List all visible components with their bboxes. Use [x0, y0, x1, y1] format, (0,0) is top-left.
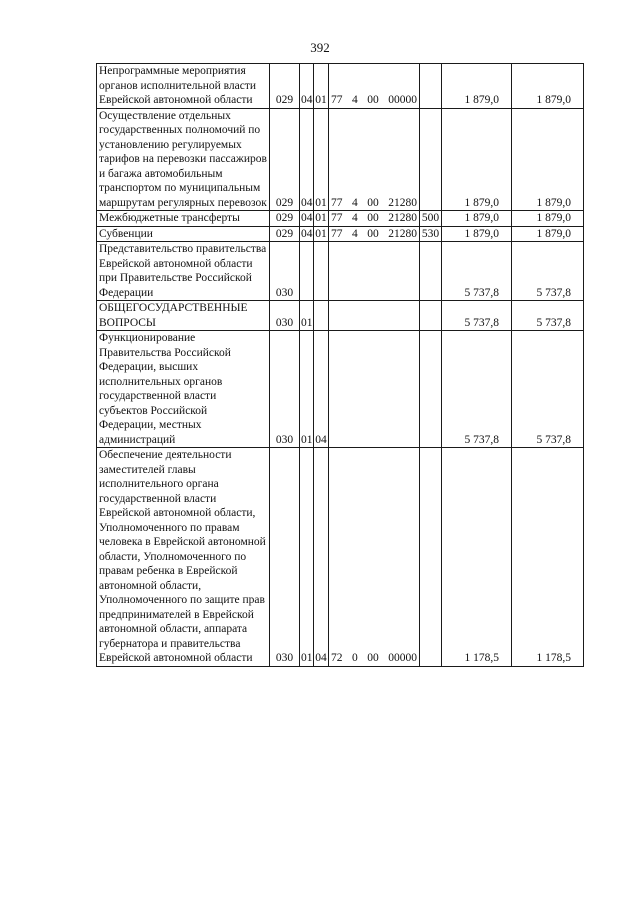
csr-cell: [329, 108, 420, 211]
name-cell: Непрограммные мероприятия органов исполнительной власти Еврейской автономной области: [97, 64, 270, 109]
ved-cell: 030: [270, 242, 300, 301]
ved-cell: 029: [270, 108, 300, 211]
rz-cell: 01: [300, 448, 314, 667]
csr-part: 4: [352, 196, 358, 209]
pr-cell: 01: [315, 227, 327, 240]
sum-2021-cell: 5 737,8: [442, 331, 512, 448]
table-row: [97, 64, 584, 109]
name-cell: Субвенции: [97, 226, 270, 242]
csr-part: 00: [367, 227, 379, 240]
ved-cell: 029: [270, 226, 300, 242]
sum-2021-cell: 5 737,8: [442, 301, 512, 331]
sum-2021-cell: 1 879,0: [442, 64, 512, 109]
sum-2022-cell: 1 879,0: [512, 226, 584, 242]
csr-part: 77: [331, 227, 343, 240]
pr-cell: [314, 242, 329, 301]
csr-cell: [329, 242, 420, 301]
name-cell: Представительство правительства Еврейской автономной области при Правительстве Российской Федерации: [97, 242, 270, 301]
sum-2022-cell: 1 879,0: [512, 108, 584, 211]
vr-cell: [420, 64, 442, 109]
ved-cell: 030: [270, 448, 300, 667]
csr-part: 77: [331, 196, 343, 209]
csr-part: 00000: [388, 94, 417, 106]
name-cell: Обеспечение деятельности заместителей главы исполнительного органа государственной власти Еврейской автономной области, Уполномоченного по правам человека в Еврейской автономной области, Уполномоченного по правам ребенка в Еврейской автономной области, Уполномоченного по защите прав предпринимателей в Еврейской автономной области, аппарата губернатора и правительства Еврейской автономной области: [97, 448, 270, 667]
sum-2021-cell: 1 178,5: [442, 448, 512, 667]
name-cell: ОБЩЕГОСУДАРСТВЕННЫЕ ВОПРОСЫ: [97, 301, 270, 331]
csr-part: 00: [367, 94, 379, 106]
budget-table-body: [97, 64, 584, 667]
csr-part: 4: [352, 227, 358, 240]
csr-cell: [329, 211, 420, 227]
sum-2022-cell: 5 737,8: [512, 301, 584, 331]
sum-2022-cell: 5 737,8: [512, 242, 584, 301]
table-row: [97, 242, 584, 301]
rz-cell: 04: [300, 108, 314, 211]
csr-cell: [329, 331, 420, 448]
table-row: [97, 108, 584, 211]
table-row: [97, 331, 584, 448]
rz-cell: [300, 242, 314, 301]
sum-2021-cell: 1 879,0: [442, 108, 512, 211]
csr-part: 00: [367, 196, 379, 209]
sum-2022-cell: 1 879,0: [512, 64, 584, 109]
vr-cell: 500: [420, 211, 442, 227]
rz-cell: 04: [301, 227, 313, 240]
ved-cell: 030: [270, 301, 300, 331]
vr-cell: [420, 108, 442, 211]
rz-cell: 01: [300, 301, 314, 331]
name-cell: Осуществление отдельных государственных полномочий по установлению регулируемых тарифов на перевозки пассажиров и багажа автомобильным транспортом по муниципальным маршрутам регулярных перевозок: [97, 108, 270, 211]
sum-2022-cell: 5 737,8: [512, 331, 584, 448]
sum-2021-cell: 1 879,0: [442, 211, 512, 227]
ved-cell: 029: [270, 64, 300, 109]
table-row: [97, 301, 584, 331]
csr-part: 21280: [388, 212, 417, 224]
csr-part: 21280: [388, 196, 417, 209]
rz-cell: 01: [300, 331, 314, 448]
sum-2021-cell: 5 737,8: [442, 242, 512, 301]
ved-cell: 030: [270, 331, 300, 448]
table-row: [97, 448, 584, 667]
pr-cell: 04: [314, 448, 329, 667]
name-cell: Функционирование Правительства Российской Федерации, высших исполнительных органов государственной власти субъектов Российской Федерации, местных администраций: [97, 331, 270, 448]
table-row: [97, 226, 584, 242]
pr-cell: 04: [314, 331, 329, 448]
budget-table: [96, 63, 584, 667]
csr-part: 21280: [388, 227, 417, 240]
pr-cell: [314, 301, 329, 331]
sum-2022-cell: 1 879,0: [512, 211, 584, 227]
sum-2021-cell: 1 879,0: [442, 226, 512, 242]
csr-part: 4: [352, 212, 358, 224]
csr-cell: [329, 448, 420, 667]
csr-cell: [329, 64, 420, 109]
name-cell: Межбюджетные трансферты: [97, 211, 270, 227]
rz-cell: 04: [300, 64, 314, 109]
pr-cell: 01: [315, 212, 327, 224]
vr-cell: 530: [420, 226, 442, 242]
csr-part: 00: [367, 652, 379, 664]
csr-part: 4: [352, 94, 358, 106]
csr-part: 0: [352, 652, 358, 664]
vr-cell: [420, 242, 442, 301]
csr-part: 00: [367, 212, 379, 224]
csr-cell: [329, 226, 420, 242]
csr-part: 00000: [388, 652, 417, 664]
csr-part: 72: [331, 652, 343, 664]
sum-2022-cell: 1 178,5: [512, 448, 584, 667]
rz-cell: 04: [301, 212, 313, 224]
pr-cell: 01: [314, 108, 329, 211]
page-number: 392: [310, 40, 330, 55]
vr-cell: [420, 301, 442, 331]
table-row: [97, 211, 584, 227]
vr-cell: [420, 448, 442, 667]
pr-cell: 01: [314, 64, 329, 109]
csr-part: 77: [331, 212, 343, 224]
ved-cell: 029: [270, 211, 300, 227]
csr-part: 77: [331, 94, 343, 106]
vr-cell: [420, 331, 442, 448]
csr-cell: [329, 301, 420, 331]
